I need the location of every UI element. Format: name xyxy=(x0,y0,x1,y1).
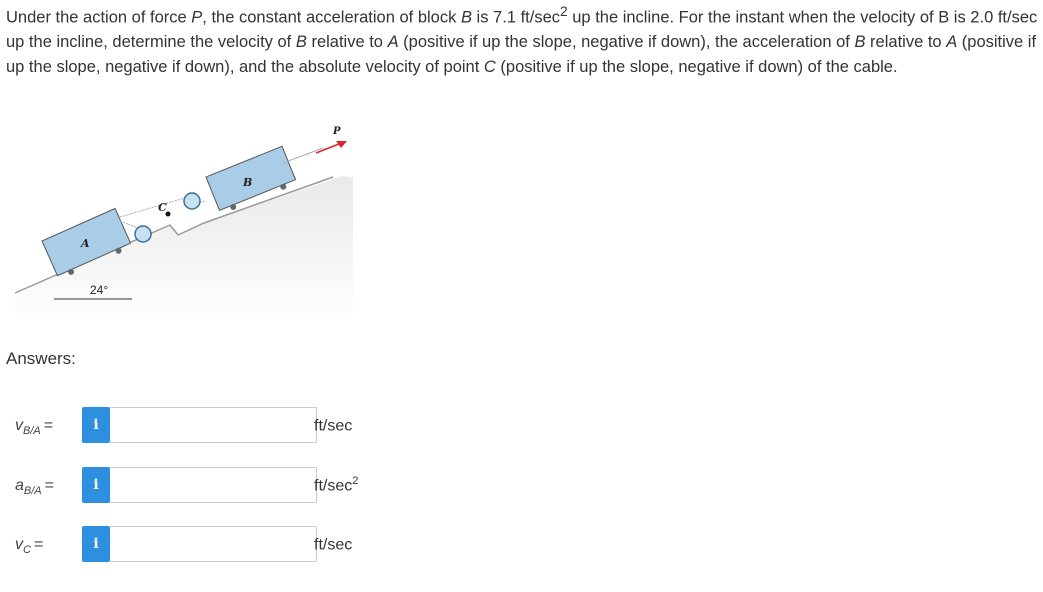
problem-text: Under the action of force xyxy=(6,8,192,27)
var-subscript: C xyxy=(23,544,31,557)
problem-var: B xyxy=(854,33,866,51)
info-button[interactable] xyxy=(82,467,110,503)
label-p: P xyxy=(333,126,341,137)
problem-text: relative to xyxy=(306,33,388,51)
problem-text: relative to xyxy=(865,33,947,51)
problem-var: A xyxy=(387,33,399,51)
label-b: B xyxy=(243,176,253,189)
unit-text: ft/sec xyxy=(314,417,353,435)
problem-text: (positive if up the slope, negative if down), and the absolute velocity of point xyxy=(6,33,1037,76)
unit-sup: 2 xyxy=(352,475,359,487)
unit-label xyxy=(314,475,358,495)
problem-var: B xyxy=(460,8,472,27)
answer-input-vba[interactable] xyxy=(110,407,317,443)
incline-diagram xyxy=(8,113,353,323)
problem-text: up the incline. For the instant when the velocity of B is 2.0 ft/sec up the incline, determine the velocity of xyxy=(6,8,1038,51)
problem-statement xyxy=(6,0,1038,79)
info-icon: i xyxy=(93,417,99,433)
unit-text: ft/sec xyxy=(314,536,353,554)
problem-text: (positive if up the slope, negative if down), the acceleration of xyxy=(398,33,855,51)
answer-row-vba xyxy=(0,407,420,445)
var-label-vba xyxy=(15,417,53,437)
info-icon: i xyxy=(93,477,99,493)
info-icon: i xyxy=(93,536,99,552)
problem-text: is 7.1 ft/sec xyxy=(471,8,561,27)
var-label-aba xyxy=(15,477,54,497)
equals-sign: = xyxy=(43,417,54,434)
var-symbol: v xyxy=(15,417,23,434)
equals-sign: = xyxy=(33,536,44,553)
equals-sign: = xyxy=(44,477,54,494)
answer-row-vc xyxy=(0,526,420,564)
incline-figure xyxy=(8,113,353,323)
unit-label xyxy=(314,415,352,435)
label-c: C xyxy=(158,201,167,214)
pulley-a xyxy=(135,226,151,242)
pulley-b xyxy=(184,193,200,209)
info-button[interactable] xyxy=(82,407,110,443)
answer-input-aba[interactable] xyxy=(110,467,317,503)
problem-text: (positive if up the slope, negative if down) of the cable. xyxy=(495,57,898,76)
unit-text: ft/sec xyxy=(314,477,353,495)
problem-text: , the constant acceleration of block xyxy=(202,8,461,27)
problem-sup: 2 xyxy=(560,4,568,19)
problem-var: B xyxy=(295,33,307,51)
answer-row-aba xyxy=(0,467,420,505)
angle-label: 24° xyxy=(90,283,109,297)
answers-heading: Answers: xyxy=(6,349,76,368)
answer-input-vc[interactable] xyxy=(110,526,317,562)
problem-var: C xyxy=(483,57,496,76)
label-a: A xyxy=(81,237,90,250)
problem-var: A xyxy=(946,33,958,51)
var-subscript: B/A xyxy=(23,425,41,438)
var-label-vc xyxy=(15,536,43,556)
unit-label xyxy=(314,534,352,554)
problem-var: P xyxy=(191,8,203,27)
var-symbol: a xyxy=(15,477,24,494)
info-button[interactable] xyxy=(82,526,110,562)
cable-to-p xyxy=(283,148,323,163)
var-subscript: B/A xyxy=(23,485,42,498)
force-arrow xyxy=(316,141,347,153)
var-symbol: v xyxy=(15,536,23,553)
